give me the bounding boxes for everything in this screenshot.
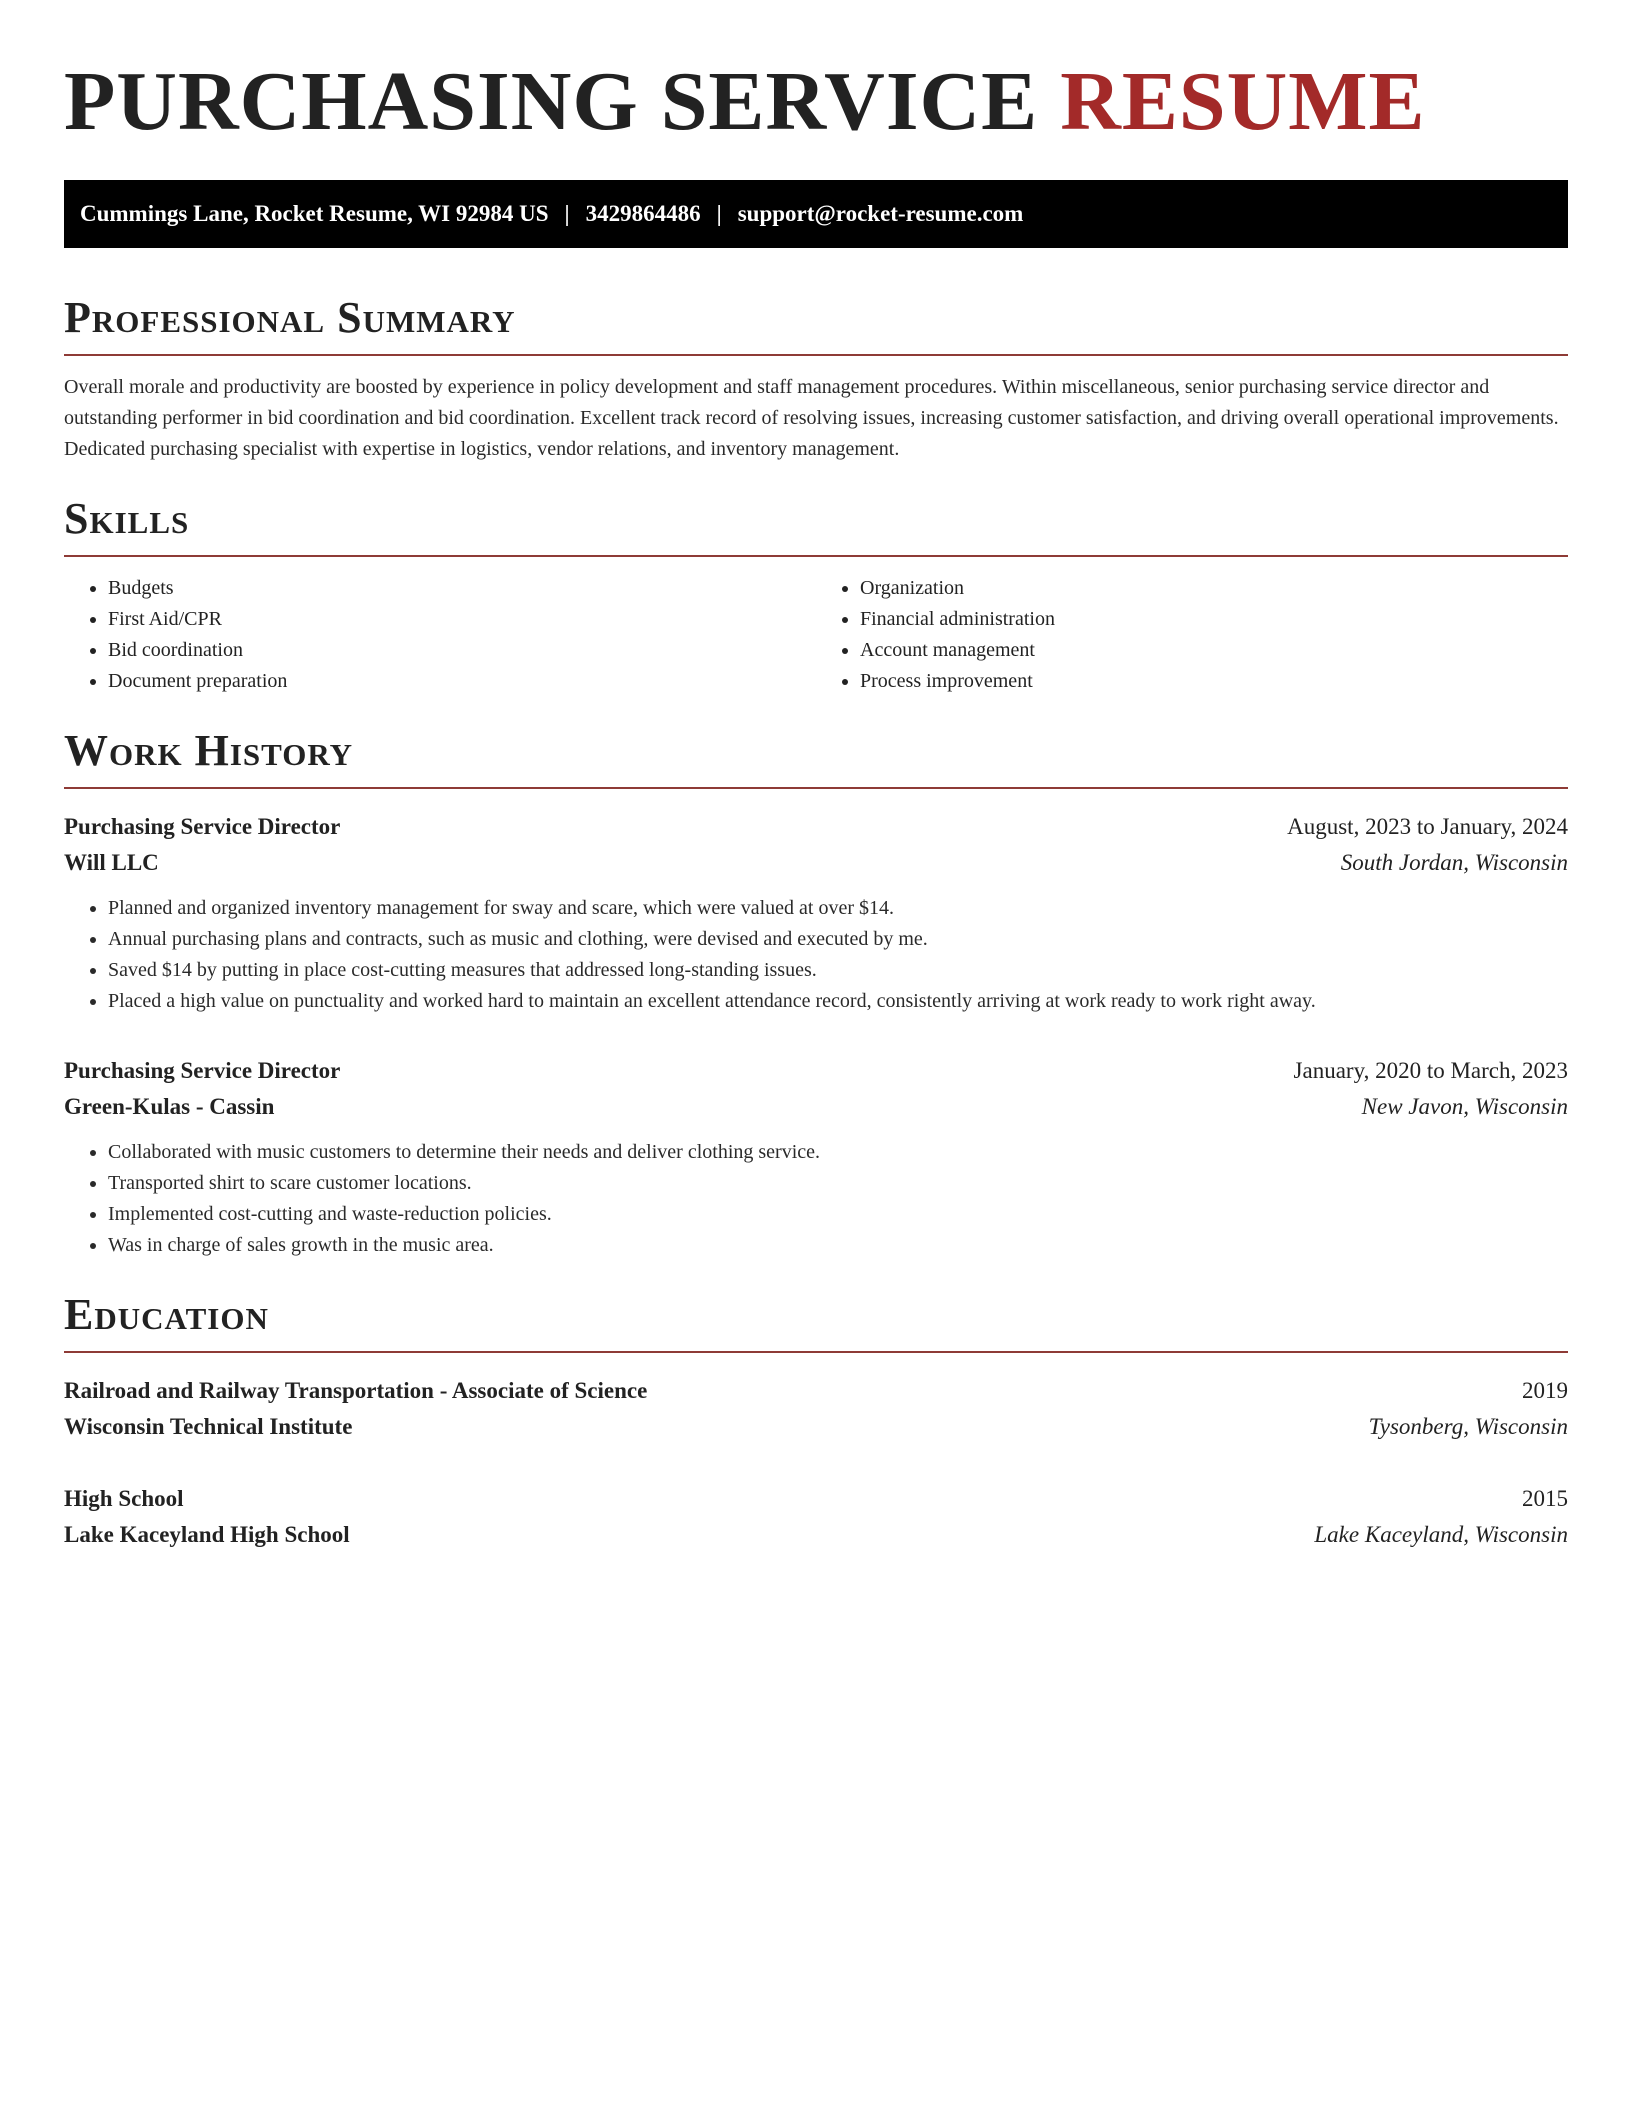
title-accent: RESUME	[1060, 55, 1426, 148]
resume-title	[64, 56, 1568, 148]
section-title-work: Work History	[64, 726, 354, 775]
job-bullet: • Implemented cost-cutting and waste-reduction policies.	[108, 1199, 1568, 1230]
job-location: New Javon, Wisconsin	[1361, 1094, 1568, 1119]
skill-item: • Account management	[860, 635, 1568, 666]
skill-item: • Process improvement	[860, 666, 1568, 697]
skill-item: • First Aid/CPR	[108, 604, 816, 635]
job-title: Purchasing Service Director	[64, 1058, 341, 1083]
job-bullet: • Planned and organized inventory management for sway and scare, which were valued at over $14.	[108, 893, 1568, 924]
skill-item: • Budgets	[108, 573, 816, 604]
education-entry	[64, 1373, 1568, 1445]
job-bullet: • Annual purchasing plans and contracts, such as music and clothing, were devised and executed by me.	[108, 924, 1568, 955]
education-school-row	[64, 1409, 1568, 1445]
education-header-row	[64, 1373, 1568, 1409]
section-title-skills: Skills	[64, 494, 190, 543]
education-school-row	[64, 1517, 1568, 1553]
job-bullets	[64, 1137, 1568, 1261]
section-divider	[64, 555, 1568, 557]
job-bullet: • Placed a high value on punctuality and worked hard to maintain an excellent attendance record, consistently arriving at work ready to work right away.	[108, 986, 1568, 1017]
section-title-education: Education	[64, 1290, 269, 1339]
education-school: Wisconsin Technical Institute	[64, 1414, 353, 1439]
skills-column-left	[64, 573, 816, 697]
job-bullet: • Collaborated with music customers to determine their needs and deliver clothing service.	[108, 1137, 1568, 1168]
skills-column-right	[816, 573, 1568, 697]
education-degree: Railroad and Railway Transportation - Associate of Science	[64, 1378, 648, 1403]
contact-phone: 3429864486	[585, 201, 701, 226]
skill-item: • Organization	[860, 573, 1568, 604]
education-year: 2015	[1522, 1486, 1568, 1511]
contact-email: support@rocket-resume.com	[737, 201, 1024, 226]
job-bullet: • Transported shirt to scare customer locations.	[108, 1168, 1568, 1199]
contact-address: Cummings Lane, Rocket Resume, WI 92984 US	[80, 201, 549, 226]
skill-item: • Document preparation	[108, 666, 816, 697]
contact-bar	[64, 180, 1568, 248]
job-company-row	[64, 1089, 1568, 1125]
education-year: 2019	[1522, 1378, 1568, 1403]
section-title-summary: Professional Summary	[64, 293, 516, 342]
job-company: Green-Kulas - Cassin	[64, 1094, 275, 1119]
education-school: Lake Kaceyland High School	[64, 1522, 350, 1547]
skills-list	[64, 573, 1568, 697]
contact-separator: |	[716, 201, 722, 226]
title-main: PURCHASING SERVICE	[64, 55, 1039, 148]
job-dates: August, 2023 to January, 2024	[1287, 814, 1568, 839]
job-header-row	[64, 809, 1568, 845]
job-location: South Jordan, Wisconsin	[1340, 850, 1568, 875]
summary-text: Overall morale and productivity are boosted by experience in policy development and staff management procedures. Within miscellaneous, senior purchasing service director and outstanding performer in bid coordination and bid coordination. Excellent track record of resolving issues, increasing customer satisfaction, and driving overall operational improvements. Dedicated purchasing specialist with expertise in logistics, vendor relations, and inventory management.	[64, 376, 1559, 460]
job-header-row	[64, 1053, 1568, 1089]
skill-item: • Bid coordination	[108, 635, 816, 666]
job-bullet: • Was in charge of sales growth in the music area.	[108, 1230, 1568, 1261]
job-entry	[64, 809, 1568, 1017]
education-location: Tysonberg, Wisconsin	[1368, 1414, 1568, 1439]
job-bullet: • Saved $14 by putting in place cost-cutting measures that addressed long-standing issues.	[108, 955, 1568, 986]
job-title: Purchasing Service Director	[64, 814, 341, 839]
job-entry	[64, 1053, 1568, 1261]
education-degree: High School	[64, 1486, 184, 1511]
section-divider	[64, 787, 1568, 789]
job-dates: January, 2020 to March, 2023	[1293, 1058, 1568, 1083]
education-header-row	[64, 1481, 1568, 1517]
education-location: Lake Kaceyland, Wisconsin	[1314, 1522, 1568, 1547]
job-company: Will LLC	[64, 850, 159, 875]
contact-separator: |	[564, 201, 570, 226]
job-bullets	[64, 893, 1568, 1017]
section-divider	[64, 1351, 1568, 1353]
job-company-row	[64, 845, 1568, 881]
section-divider	[64, 354, 1568, 356]
skill-item: • Financial administration	[860, 604, 1568, 635]
education-entry	[64, 1481, 1568, 1553]
